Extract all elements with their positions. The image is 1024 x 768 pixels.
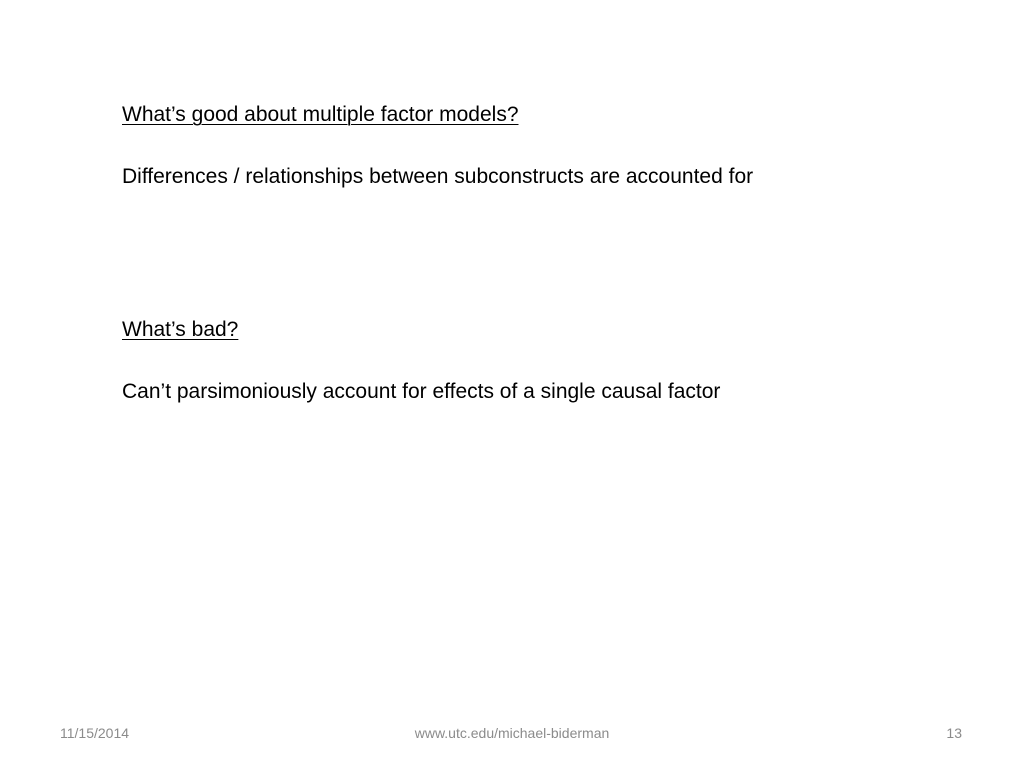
section-text-good: Differences / relationships between subconstructs are accounted for (122, 165, 754, 188)
section-heading-bad: What’s bad? (122, 318, 239, 341)
footer-date: 11/15/2014 (60, 725, 130, 741)
slide-number: 13 (946, 725, 962, 741)
section-text-bad: Can’t parsimoniously account for effects of a single causal factor (122, 380, 721, 403)
footer-url: www.utc.edu/michael-biderman (414, 725, 610, 741)
section-heading-good: What’s good about multiple factor models? (122, 103, 519, 126)
